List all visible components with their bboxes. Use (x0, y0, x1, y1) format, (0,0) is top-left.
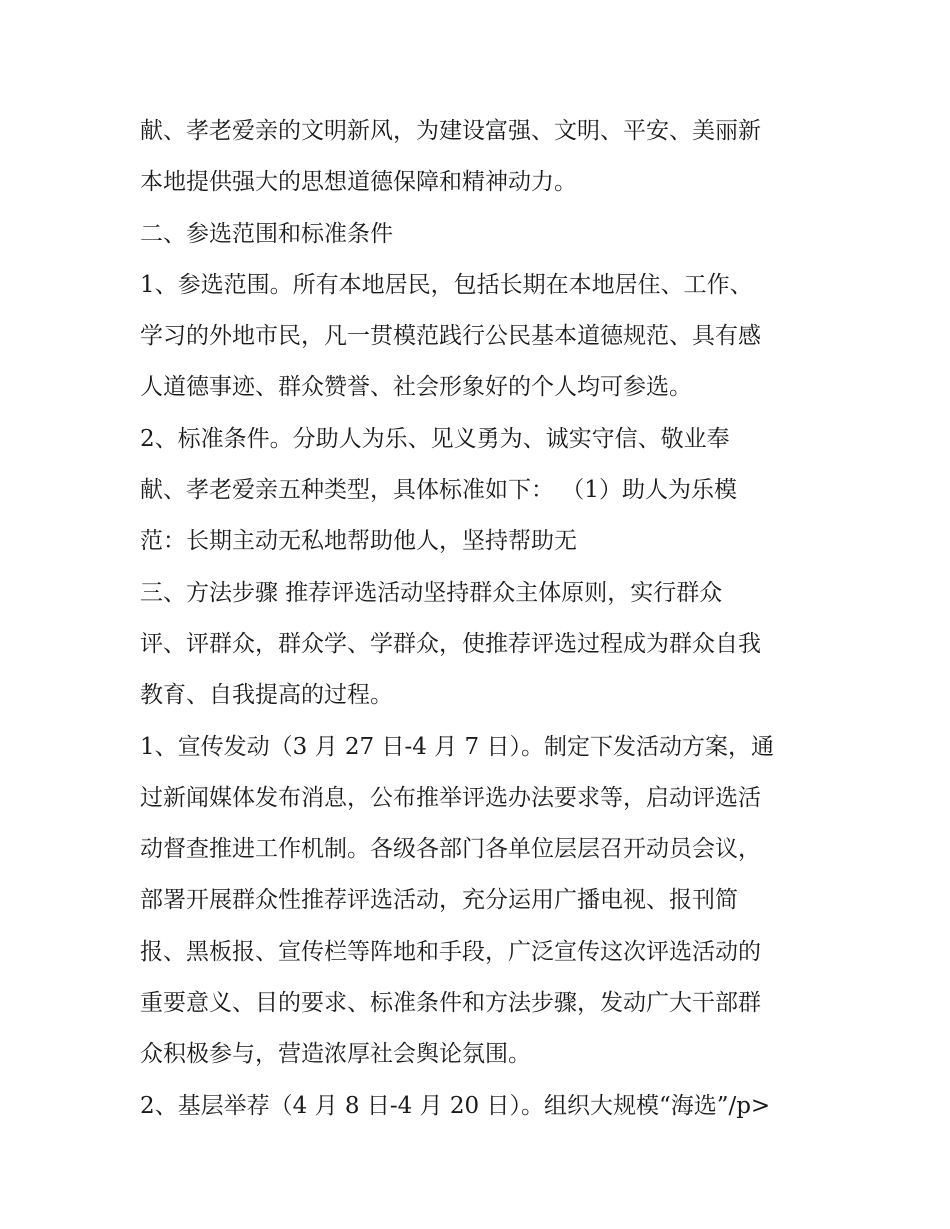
document-body (140, 106, 830, 1132)
text-line-9: 范：长期主动无私地帮助他人，坚持帮助无 (140, 528, 577, 555)
text-line-6: 人道德事迹、群众赞誉、社会形象好的个人均可参选。 (140, 374, 692, 401)
text-line-16: 部署开展群众性推荐评选活动，充分运用广播电视、报刊简 (140, 887, 738, 914)
text-line-17: 报、黑板报、宣传栏等阵地和手段，广泛宣传这次评选活动的 (140, 938, 761, 965)
text-line-4: 1、参选范围。所有本地居民，包括长期在本地居住、工作、 (140, 271, 753, 298)
section-heading-steps: 三、方法步骤 推荐评选活动坚持群众主体原则，实行群众 (140, 579, 723, 606)
text-line-12: 教育、自我提高的过程。 (140, 682, 393, 709)
text-line-5: 学习的外地市民，凡一贯模范践行公民基本道德规范、具有感 (140, 323, 761, 350)
text-line-11: 评、评群众，群众学、学群众，使推荐评选过程成为群众自我 (140, 630, 761, 657)
text-line-19: 众积极参与，营造浓厚社会舆论氛围。 (140, 1041, 531, 1068)
text-line-14: 过新闻媒体发布消息，公布推举评选办法要求等，启动评选活 (140, 784, 761, 811)
text-line-20: 2、基层举荐（4 月 8 日-4 月 20 日）。组织大规模“海选”/p> (140, 1092, 771, 1119)
text-line-7: 2、标准条件。分助人为乐、见义勇为、诚实守信、敬业奉 (140, 425, 730, 452)
text-line-1: 献、孝老爱亲的文明新风，为建设富强、文明、平安、美丽新 (140, 118, 761, 144)
text-line-13: 1、宣传发动（3 月 27 日-4 月 7 日）。制定下发活动方案，通 (140, 733, 774, 760)
text-line-18: 重要意义、目的要求、标准条件和方法步骤，发动广大干部群 (140, 990, 761, 1017)
text-line-15: 动督查推进工作机制。各级各部门各单位层层召开动员会议， (140, 836, 761, 863)
section-heading-scope: 二、参选范围和标准条件 (140, 220, 393, 247)
text-line-8: 献、孝老爱亲五种类型，具体标准如下： （1）助人为乐模 (140, 477, 737, 504)
text-line-2: 本地提供强大的思想道德保障和精神动力。 (140, 169, 577, 196)
